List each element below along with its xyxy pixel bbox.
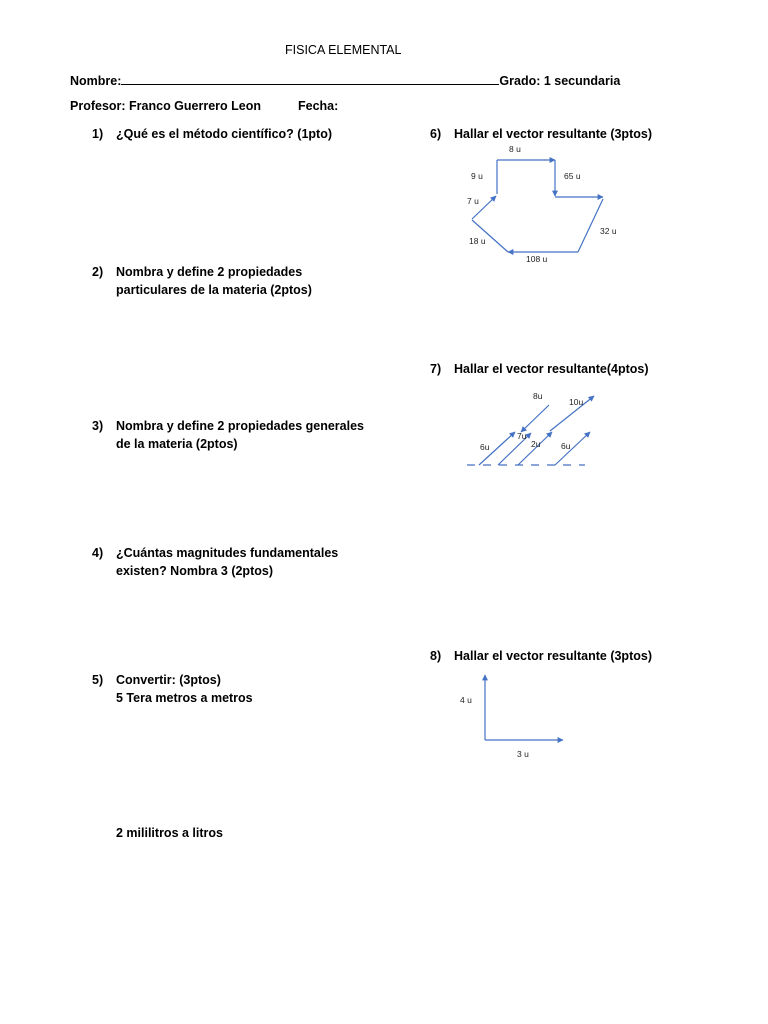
question-5: 5) Convertir: (3ptos) 5 Tera metros a metros <box>92 673 253 705</box>
nombre-row <box>70 71 620 88</box>
label-7u: 7u <box>517 431 527 441</box>
nombre-blank-line <box>121 71 499 85</box>
vector-8u <box>521 405 549 432</box>
question-4: 4) ¿Cuántas magnitudes fundamentales existen? Nombra 3 (2ptos) <box>92 546 339 578</box>
label-2u: 2u <box>531 439 541 449</box>
label-9u: 9 u <box>471 171 483 181</box>
label-10u: 10u <box>569 397 584 407</box>
grado-label: Grado: 1 secundaria <box>499 74 621 88</box>
question-5-part-b: 2 mililitros a litros <box>116 826 223 840</box>
vector-6u-left <box>479 432 515 465</box>
vector-2u <box>518 432 552 465</box>
question-6: 6) Hallar el vector resultante (3ptos) <box>430 127 652 141</box>
vector-18u <box>472 220 508 252</box>
label-65u: 65 u <box>564 171 581 181</box>
page-title: FISICA ELEMENTAL <box>285 43 402 57</box>
vector-6u-right <box>555 432 590 465</box>
label-7u: 7 u <box>467 196 479 206</box>
nombre-label: Nombre: <box>70 74 122 88</box>
label-108u: 108 u <box>526 254 548 264</box>
label-18u: 18 u <box>469 236 486 246</box>
label-6u-right: 6u <box>561 441 571 451</box>
label-4u: 4 u <box>460 695 472 705</box>
question-8: 8) Hallar el vector resultante (3ptos) <box>430 649 652 663</box>
label-3u: 3 u <box>517 749 529 759</box>
vector-10u <box>550 396 594 431</box>
label-8u: 8 u <box>509 144 521 154</box>
label-8u: 8u <box>533 391 543 401</box>
label-6u-left: 6u <box>480 442 490 452</box>
question-3: 3) Nombra y define 2 propiedades generales de la materia (2ptos) <box>92 419 364 451</box>
question-7: 7) Hallar el vector resultante(4ptos) <box>430 362 649 376</box>
question-1: 1) ¿Qué es el método científico? (1pto) <box>92 127 332 141</box>
vector-7u <box>472 196 496 219</box>
fecha-label: Fecha: <box>298 99 339 113</box>
vector-32u <box>578 199 603 252</box>
label-32u: 32 u <box>600 226 617 236</box>
vector-7u <box>498 433 531 465</box>
profesor-label: Profesor: Franco Guerrero Leon <box>70 99 262 113</box>
question-2: 2) Nombra y define 2 propiedades particulares de la materia (2ptos) <box>92 265 312 297</box>
